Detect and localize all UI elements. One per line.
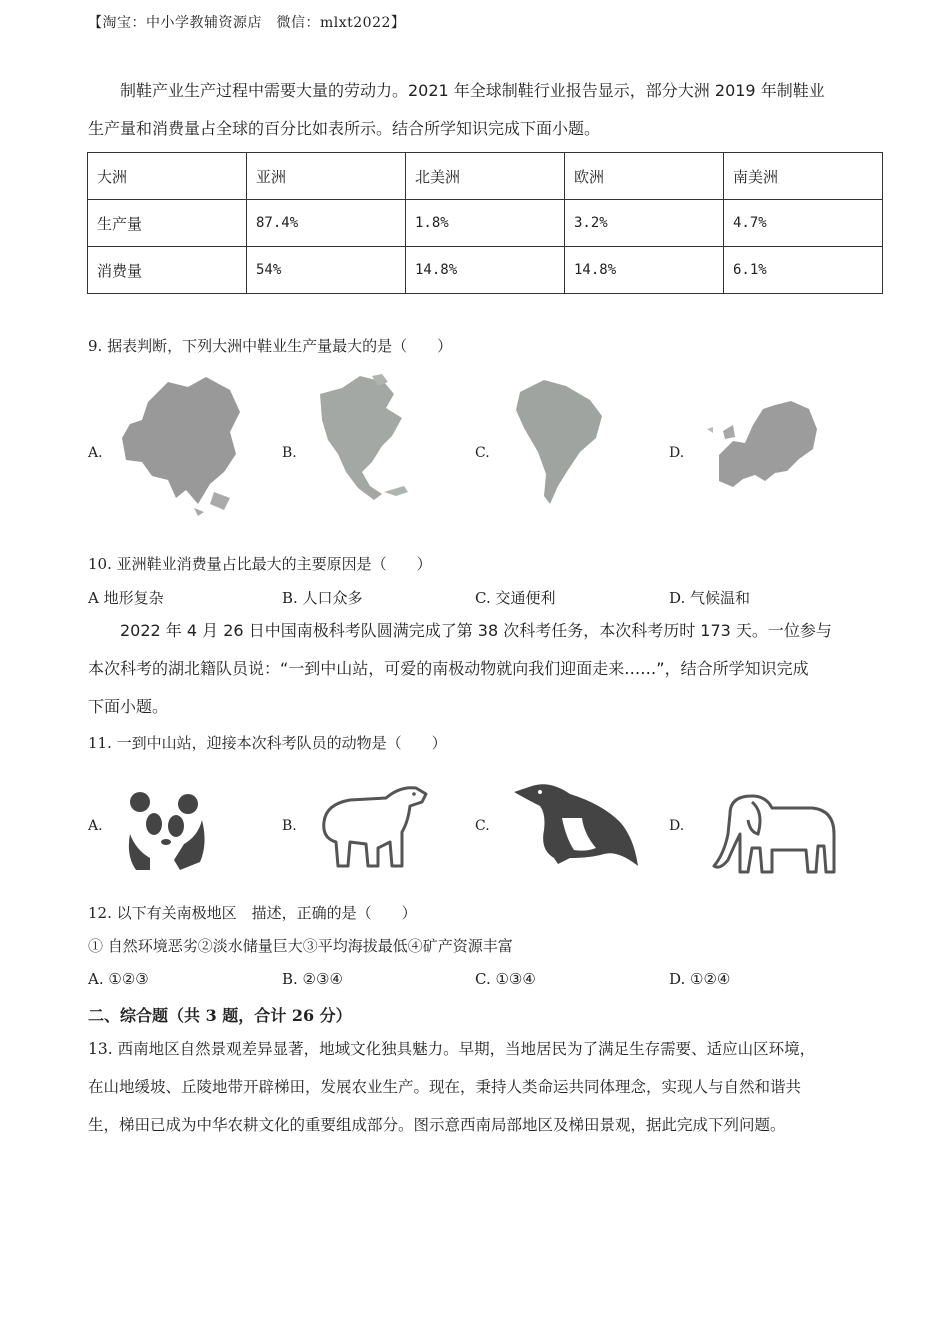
elephant-icon <box>710 790 838 876</box>
polar-bear-icon <box>316 782 432 872</box>
penguin-icon <box>510 778 642 870</box>
table-cell: 14.8% <box>406 247 565 294</box>
q12-option-a[interactable]: A. ①②③ <box>88 970 149 988</box>
table-cell: 北美洲 <box>406 153 565 200</box>
table-cell: 3.2% <box>565 200 724 247</box>
table-cell: 6.1% <box>724 247 883 294</box>
intro1-line2: 生产量和消费量占全球的百分比如表所示。结合所学知识完成下面小题。 <box>88 119 601 138</box>
q10-option-d[interactable]: D. 气候温和 <box>669 589 751 607</box>
table-cell: 4.7% <box>724 200 883 247</box>
table-row <box>88 200 883 247</box>
q11-option-b[interactable]: B. <box>282 818 297 834</box>
q9-option-d[interactable]: D. <box>669 445 685 461</box>
table-row <box>88 247 883 294</box>
q9-option-a[interactable]: A. <box>88 445 103 461</box>
q9-option-b[interactable]: B. <box>282 445 297 461</box>
intro1-line1: 制鞋产业生产过程中需要大量的劳动力。2021 年全球制鞋行业报告显示，部分大洲 2019 年制鞋业 <box>120 81 825 100</box>
north-america-map-icon <box>312 374 414 509</box>
q9-stem: 9. 据表判断，下列大洲中鞋业生产量最大的是（ ） <box>88 337 453 355</box>
table-cell: 1.8% <box>406 200 565 247</box>
intro2-line1: 2022 年 4 月 26 日中国南极科考队圆满完成了第 38 次科考任务，本次科考历时 173 天。一位参与 <box>120 621 832 640</box>
table-cell: 54% <box>247 247 406 294</box>
table-cell: 87.4% <box>247 200 406 247</box>
q13-line1: 13. 西南地区自然景观差异显著，地域文化独具魅力。早期，当地居民为了满足生存需要、适应山区环境， <box>88 1040 816 1058</box>
page-header: 【淘宝：中小学教辅资源店 微信：mlxt2022】 <box>88 15 406 31</box>
q10-option-c[interactable]: C. 交通便利 <box>475 589 556 607</box>
q11-option-c[interactable]: C. <box>475 818 490 834</box>
table-cell: 大洲 <box>88 153 247 200</box>
table-cell: 生产量 <box>88 200 247 247</box>
asia-map-icon <box>118 372 248 517</box>
q11-option-a[interactable]: A. <box>88 818 103 834</box>
table-cell: 消费量 <box>88 247 247 294</box>
table-cell: 南美洲 <box>724 153 883 200</box>
section-title: 二、综合题（共 3 题，合计 26 分） <box>88 1006 352 1025</box>
panda-icon <box>126 790 208 872</box>
q12-stem: 12. 以下有关南极地区 描述，正确的是（ ） <box>88 904 417 922</box>
q12-option-d[interactable]: D. ①②④ <box>669 970 731 988</box>
intro2-line2: 本次科考的湖北籍队员说：“一到中山站，可爱的南极动物就向我们迎面走来……”，结合所学知识完成 <box>88 659 809 678</box>
table-header-row <box>88 153 883 200</box>
europe-map-icon <box>705 395 823 495</box>
q12-option-b[interactable]: B. ②③④ <box>282 970 343 988</box>
intro2-line3: 下面小题。 <box>88 697 169 716</box>
q10-option-b[interactable]: B. 人口众多 <box>282 589 363 607</box>
q13-line2: 在山地缓坡、丘陵地带开辟梯田，发展农业生产。现在，秉持人类命运共同体理念，实现人与自然和谐共 <box>88 1078 802 1096</box>
south-america-map-icon <box>510 378 606 508</box>
shoe-industry-table <box>87 152 883 294</box>
table-cell: 欧洲 <box>565 153 724 200</box>
q9-option-c[interactable]: C. <box>475 445 490 461</box>
q13-line3: 生，梯田已成为中华农耕文化的重要组成部分。图示意西南局部地区及梯田景观，据此完成下列问题。 <box>88 1116 786 1134</box>
q12-statements: ① 自然环境恶劣②淡水储量巨大③平均海拔最低④矿产资源丰富 <box>88 937 513 955</box>
table-cell: 亚洲 <box>247 153 406 200</box>
q11-option-d[interactable]: D. <box>669 818 685 834</box>
q12-option-c[interactable]: C. ①③④ <box>475 970 536 988</box>
q10-stem: 10. 亚洲鞋业消费量占比最大的主要原因是（ ） <box>88 555 432 573</box>
q11-stem: 11. 一到中山站，迎接本次科考队员的动物是（ ） <box>88 734 447 752</box>
table-cell: 14.8% <box>565 247 724 294</box>
q10-option-a[interactable]: A 地形复杂 <box>88 589 164 607</box>
